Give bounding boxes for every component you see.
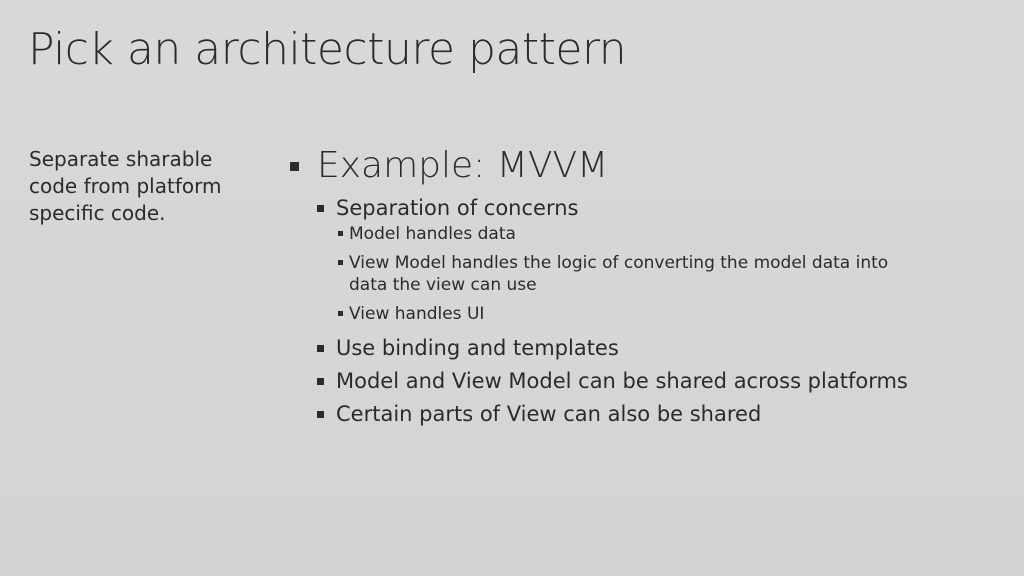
bullet-square-icon: [338, 231, 343, 236]
bullet-content: [290, 140, 990, 431]
sub-bullet: [317, 192, 990, 225]
sub-bullet: [317, 332, 990, 365]
bullet-square-icon: [317, 378, 324, 385]
sub-bullet-text: Use binding and templates: [336, 336, 619, 360]
nested-bullet-text: View handles UI: [349, 304, 485, 324]
nested-bullet: [338, 223, 918, 245]
main-bullet-text: Example: MVVM: [317, 145, 609, 186]
nested-bullet: [338, 252, 918, 296]
sub-bullet-list: [317, 192, 990, 431]
side-note: Separate sharable code from platform specific code.: [29, 147, 222, 225]
sub-bullet-text: Certain parts of View can also be shared: [336, 402, 762, 426]
nested-bullet: [338, 303, 918, 325]
sub-bullet: [317, 365, 990, 398]
sub-bullet-text: Model and View Model can be shared across platforms: [336, 369, 908, 393]
bullet-square-icon: [317, 411, 324, 418]
sub-bullet: [317, 398, 990, 431]
bullet-square-icon: [290, 162, 299, 171]
main-bullet: [290, 140, 990, 192]
bullet-square-icon: [317, 205, 324, 212]
bullet-square-icon: [338, 260, 343, 265]
bullet-square-icon: [317, 345, 324, 352]
nested-bullet-list: [338, 223, 990, 325]
sub-bullet-text: Separation of concerns: [336, 196, 579, 220]
nested-bullet-text: View Model handles the logic of converting the model data into data the view can use: [349, 253, 889, 295]
slide-title: Pick an architecture pattern: [28, 24, 627, 75]
bullet-square-icon: [338, 311, 343, 316]
nested-bullet-text: Model handles data: [349, 224, 516, 244]
